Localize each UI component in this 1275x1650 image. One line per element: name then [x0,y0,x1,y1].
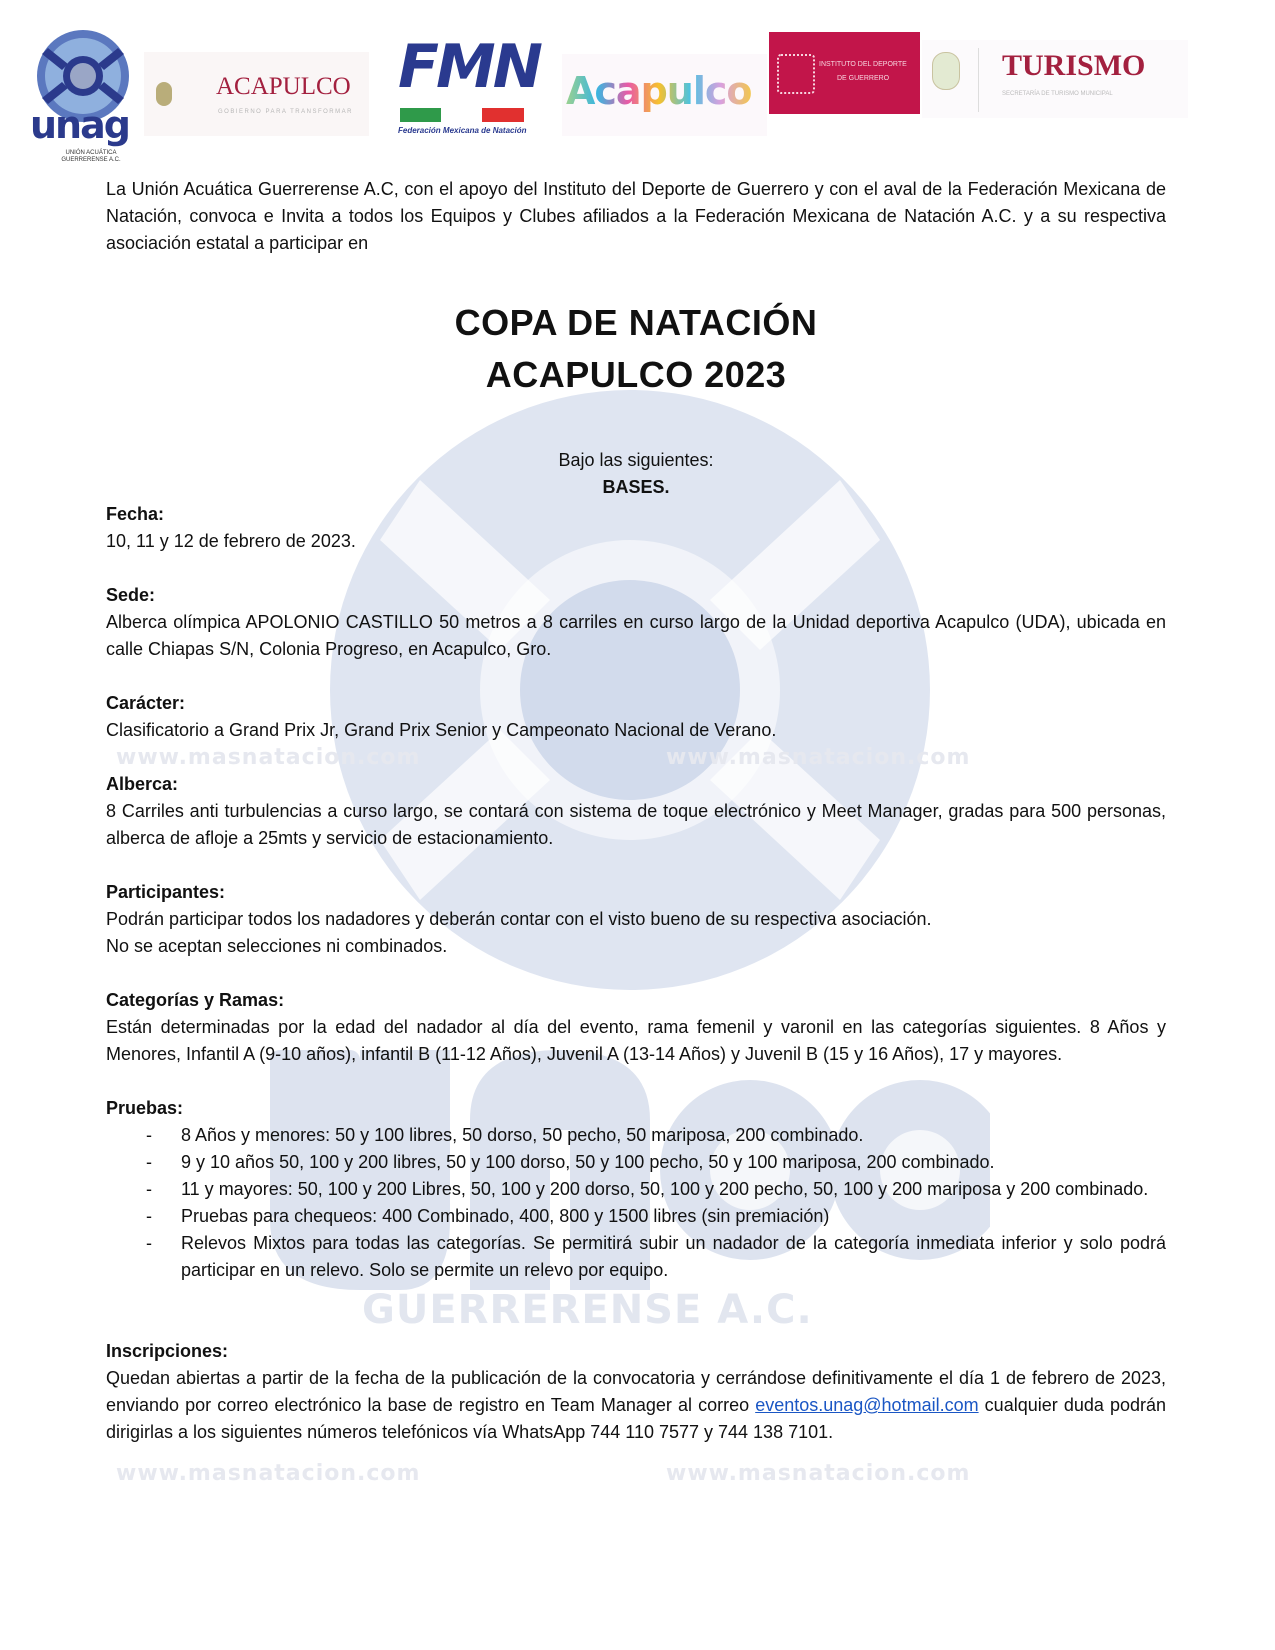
bases-intro: Bajo las siguientes: [558,450,714,470]
watermark-org-row [106,1284,1166,1338]
section-heading: Alberca: [106,774,179,794]
pruebas-list [106,1122,1166,1284]
list-item-text: 8 Años y menores: 50 y 100 libres, 50 dorso, 50 pecho, 50 mariposa, 200 combinado. [181,1125,864,1145]
watermark-url: www.masnatacion.com [666,1461,971,1486]
section-heading: Inscripciones: [106,1341,229,1361]
dash-bullet-icon: - [146,1152,152,1172]
fmn-flag-stripes [400,108,524,122]
fmn-subtitle: Federación Mexicana de Natación [398,126,527,135]
acapulco-brand-logo [562,54,767,136]
instituto-deporte-guerrero-logo [769,32,920,114]
section-text: 8 Carriles anti turbulencias a curso largo, se contará con sistema de toque electrónico y Meet Manager, gradas para 500 personas, alberca de afloje a 25mts y servicio de estacionamiento. [106,801,1166,848]
watermark-org: GUERRERENSE A.C. [362,1287,813,1333]
watermark-url: www.masnatacion.com [116,1461,421,1486]
document-body [106,176,1166,1490]
section-heading: Sede: [106,585,156,605]
document-title [106,297,1166,401]
section-text: Clasificatorio a Grand Prix Jr, Grand Prix Senior y Campeonato Nacional de Verano. [106,720,777,740]
dash-bullet-icon: - [146,1206,152,1226]
list-item [106,1230,1166,1284]
section-inscripciones [106,1338,1166,1446]
unag-wordmark: unag [30,103,129,147]
dash-bullet-icon: - [146,1179,152,1199]
section-heading: Pruebas: [106,1098,184,1118]
bases-heading: BASES. [602,477,670,497]
section-text-line-1: Podrán participar todos los nadadores y deberán contar con el visto bueno de su respectiva asociación. [106,909,932,929]
guerrero-crest-icon [932,52,960,90]
instituto-emblem-icon [777,54,815,94]
acapulco-gov-subtitle: GOBIERNO PARA TRANSFORMAR [218,109,353,115]
section-sede [106,582,1166,663]
dash-bullet-icon: - [146,1125,152,1145]
watermark-row [106,1460,1166,1490]
unag-logo [28,28,138,168]
section-text-line-2: No se aceptan selecciones ni combinados. [106,936,448,956]
unag-caption: UNIÓN ACUÁTICA GUERRERENSE A.C. [61,150,121,163]
turismo-divider [978,48,979,112]
section-heading: Categorías y Ramas: [106,990,285,1010]
section-text: Alberca olímpica APOLONIO CASTILLO 50 metros a 8 carriles en curso largo de la Unidad deportiva Acapulco (UDA), ubicada en calle Chiapas S/N, Colonia Progreso, en Acapulco, Gro. [106,612,1166,659]
instituto-line2: DE GUERRERO [837,75,890,82]
acapulco-government-logo [144,52,369,136]
watermark-url: www.masnatacion.com [116,745,421,770]
list-item-text: Pruebas para chequeos: 400 Combinado, 400, 800 y 1500 libres (sin premiación) [181,1206,830,1226]
section-pruebas [106,1095,1166,1284]
inscripciones-text-after: cualquier duda podrán dirigirlas a los siguientes números telefónicos vía WhatsApp 744 110 7577 y 744 138 7101. [106,1395,1166,1442]
section-text: Están determinadas por la edad del nadador al día del evento, rama femenil y varonil en las categorías siguientes. 8 Años y Menores, Infantil A (9-10 años), infantil B (11-12 Años), Juvenil A (13-14 Años) y Juvenil B (15 y 16 Años), 17 y mayores. [106,1017,1166,1064]
watermark-row [106,744,1166,771]
title-line-2: ACAPULCO 2023 [485,354,787,395]
list-item [106,1203,1166,1230]
list-item-text: 9 y 10 años 50, 100 y 200 libres, 50 y 100 dorso, 50 y 100 pecho, 50 y 100 mariposa, 200 combinado. [181,1152,995,1172]
section-text [106,1365,1166,1446]
acapulco-crest-icon [156,82,172,106]
list-item-text: 11 y mayores: 50, 100 y 200 Libres, 50, 100 y 200 dorso, 50, 100 y 200 pecho, 50, 100 y 200 mariposa y 200 combinado. [181,1179,1149,1199]
intro-paragraph: La Unión Acuática Guerrerense A.C, con el apoyo del Instituto del Deporte de Guerrero y con el aval de la Federación Mexicana de Natación, convoca e Invita a todos los Equipos y Clubes afiliados a la Federación Mexicana de Natación A.C. y a su respectiva asociación estatal a participar en [106,179,1166,253]
acapulco-gov-title: ACAPULCO [216,73,351,100]
section-caracter [106,690,1166,744]
title-line-1: COPA DE NATACIÓN [454,302,818,343]
section-categorias [106,987,1166,1068]
dash-bullet-icon: - [146,1233,152,1253]
watermark-url: www.masnatacion.com [666,745,971,770]
instituto-line1: INSTITUTO DEL DEPORTE [819,61,907,68]
section-participantes [106,879,1166,960]
acapulco-brand-title: Acapulco [566,69,752,113]
turismo-subtitle: SECRETARÍA DE TURISMO MUNICIPAL [1002,91,1113,97]
inscripciones-text-before: Quedan abiertas a partir de la fecha de la publicación de la convocatoria y cerrándose definitivamente el día 1 de febrero de 2023, enviando por correo electrónico la base de registro en Team Manager al correo [106,1368,1166,1415]
turismo-title: TURISMO [1002,49,1146,82]
list-item [106,1176,1166,1203]
section-alberca [106,771,1166,852]
section-fecha [106,501,1166,555]
fmn-logo [398,32,558,156]
fmn-title: FMN [398,32,540,102]
sponsor-logo-strip [28,28,1248,168]
list-item-text: Relevos Mixtos para todas las categorías. Se permitirá subir un nadador de la categoría inmediata inferior y solo podrá participar en un relevo. Solo se permite un relevo por equipo. [181,1233,1166,1280]
email-link[interactable]: eventos.unag@hotmail.com [755,1395,979,1415]
list-item [106,1122,1166,1149]
section-heading: Carácter: [106,693,186,713]
list-item [106,1149,1166,1176]
section-heading: Fecha: [106,504,165,524]
section-text: 10, 11 y 12 de febrero de 2023. [106,531,356,551]
turismo-logo [922,40,1188,118]
section-heading: Participantes: [106,882,226,902]
